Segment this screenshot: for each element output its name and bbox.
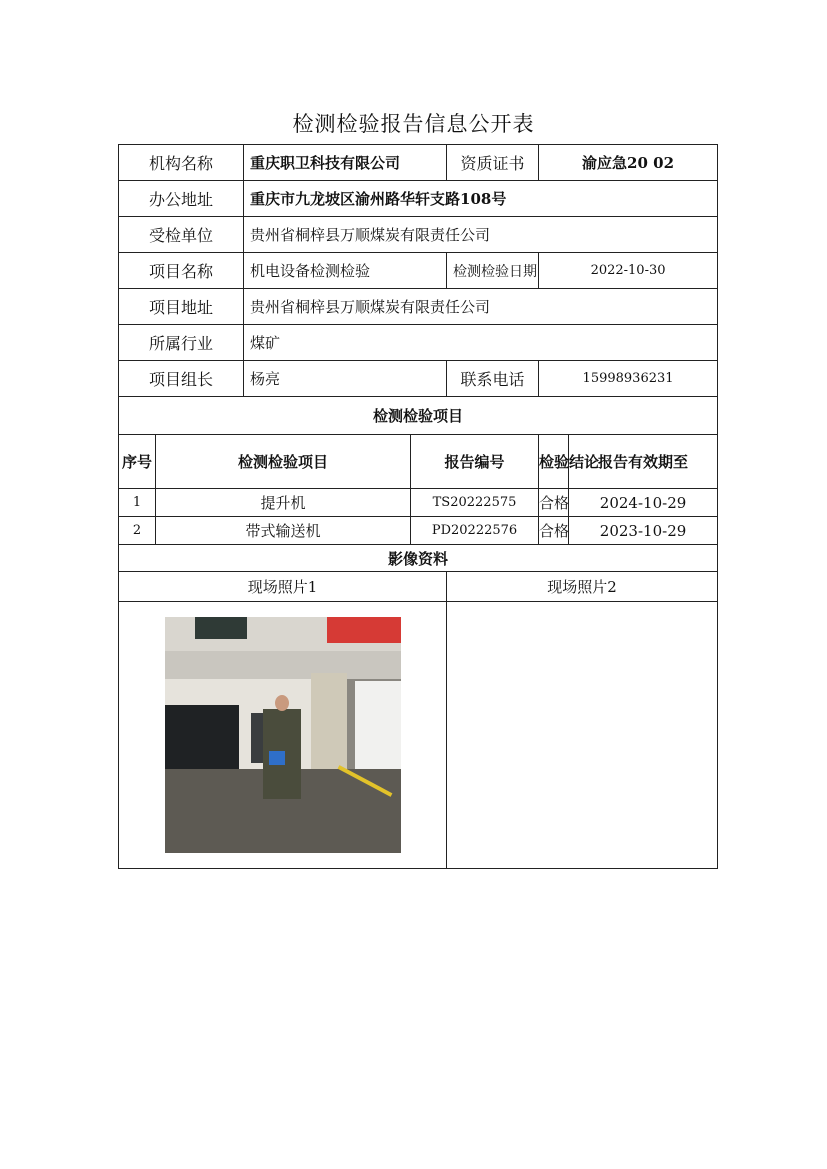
info-table [118,144,718,869]
col-report-header: 报告编号 [411,435,539,489]
project-value: 机电设备检测检验 [244,253,447,289]
row-no: 2 [119,517,156,545]
row-no: 1 [119,489,156,517]
addr-label: 办公地址 [119,181,244,217]
client-value: 贵州省桐梓县万顺煤炭有限责任公司 [244,217,718,253]
photo1-label: 现场照片1 [119,572,447,602]
site-photo-1 [165,617,401,853]
project-label: 项目名称 [119,253,244,289]
table-row [119,517,718,545]
col-result-header: 检验结论 [539,435,569,489]
client-label: 受检单位 [119,217,244,253]
row-valid: 2023-10-29 [569,517,718,545]
photo2-cell [447,602,718,869]
table-row [119,489,718,517]
row-report: TS20222575 [411,489,539,517]
row-report: PD20222576 [411,517,539,545]
site-value: 贵州省桐梓县万顺煤炭有限责任公司 [244,289,718,325]
phone-label: 联系电话 [447,361,539,397]
col-item-header: 检测检验项目 [156,435,411,489]
row-item: 提升机 [156,489,411,517]
photo1-cell [119,602,447,869]
cert-value: 渝应急20 02 [539,145,718,181]
leader-label: 项目组长 [119,361,244,397]
addr-value: 重庆市九龙坡区渝州路华轩支路108号 [244,181,718,217]
industry-label: 所属行业 [119,325,244,361]
leader-value: 杨亮 [244,361,447,397]
row-valid: 2024-10-29 [569,489,718,517]
row-item: 带式输送机 [156,517,411,545]
date-value: 2022-10-30 [539,253,718,289]
phone-value: 15998936231 [539,361,718,397]
page-title: 检测检验报告信息公开表 [292,112,535,136]
site-label: 项目地址 [119,289,244,325]
row-result: 合格 [539,489,569,517]
org-label: 机构名称 [119,145,244,181]
col-valid-header: 报告有效期至 [569,435,718,489]
date-label: 检测检验日期 [447,253,539,289]
cert-label: 资质证书 [447,145,539,181]
images-heading: 影像资料 [119,545,718,572]
org-value: 重庆职卫科技有限公司 [244,145,447,181]
photo2-label: 现场照片2 [447,572,718,602]
industry-value: 煤矿 [244,325,718,361]
row-result: 合格 [539,517,569,545]
items-heading: 检测检验项目 [119,397,718,435]
col-no-header: 序号 [119,435,156,489]
